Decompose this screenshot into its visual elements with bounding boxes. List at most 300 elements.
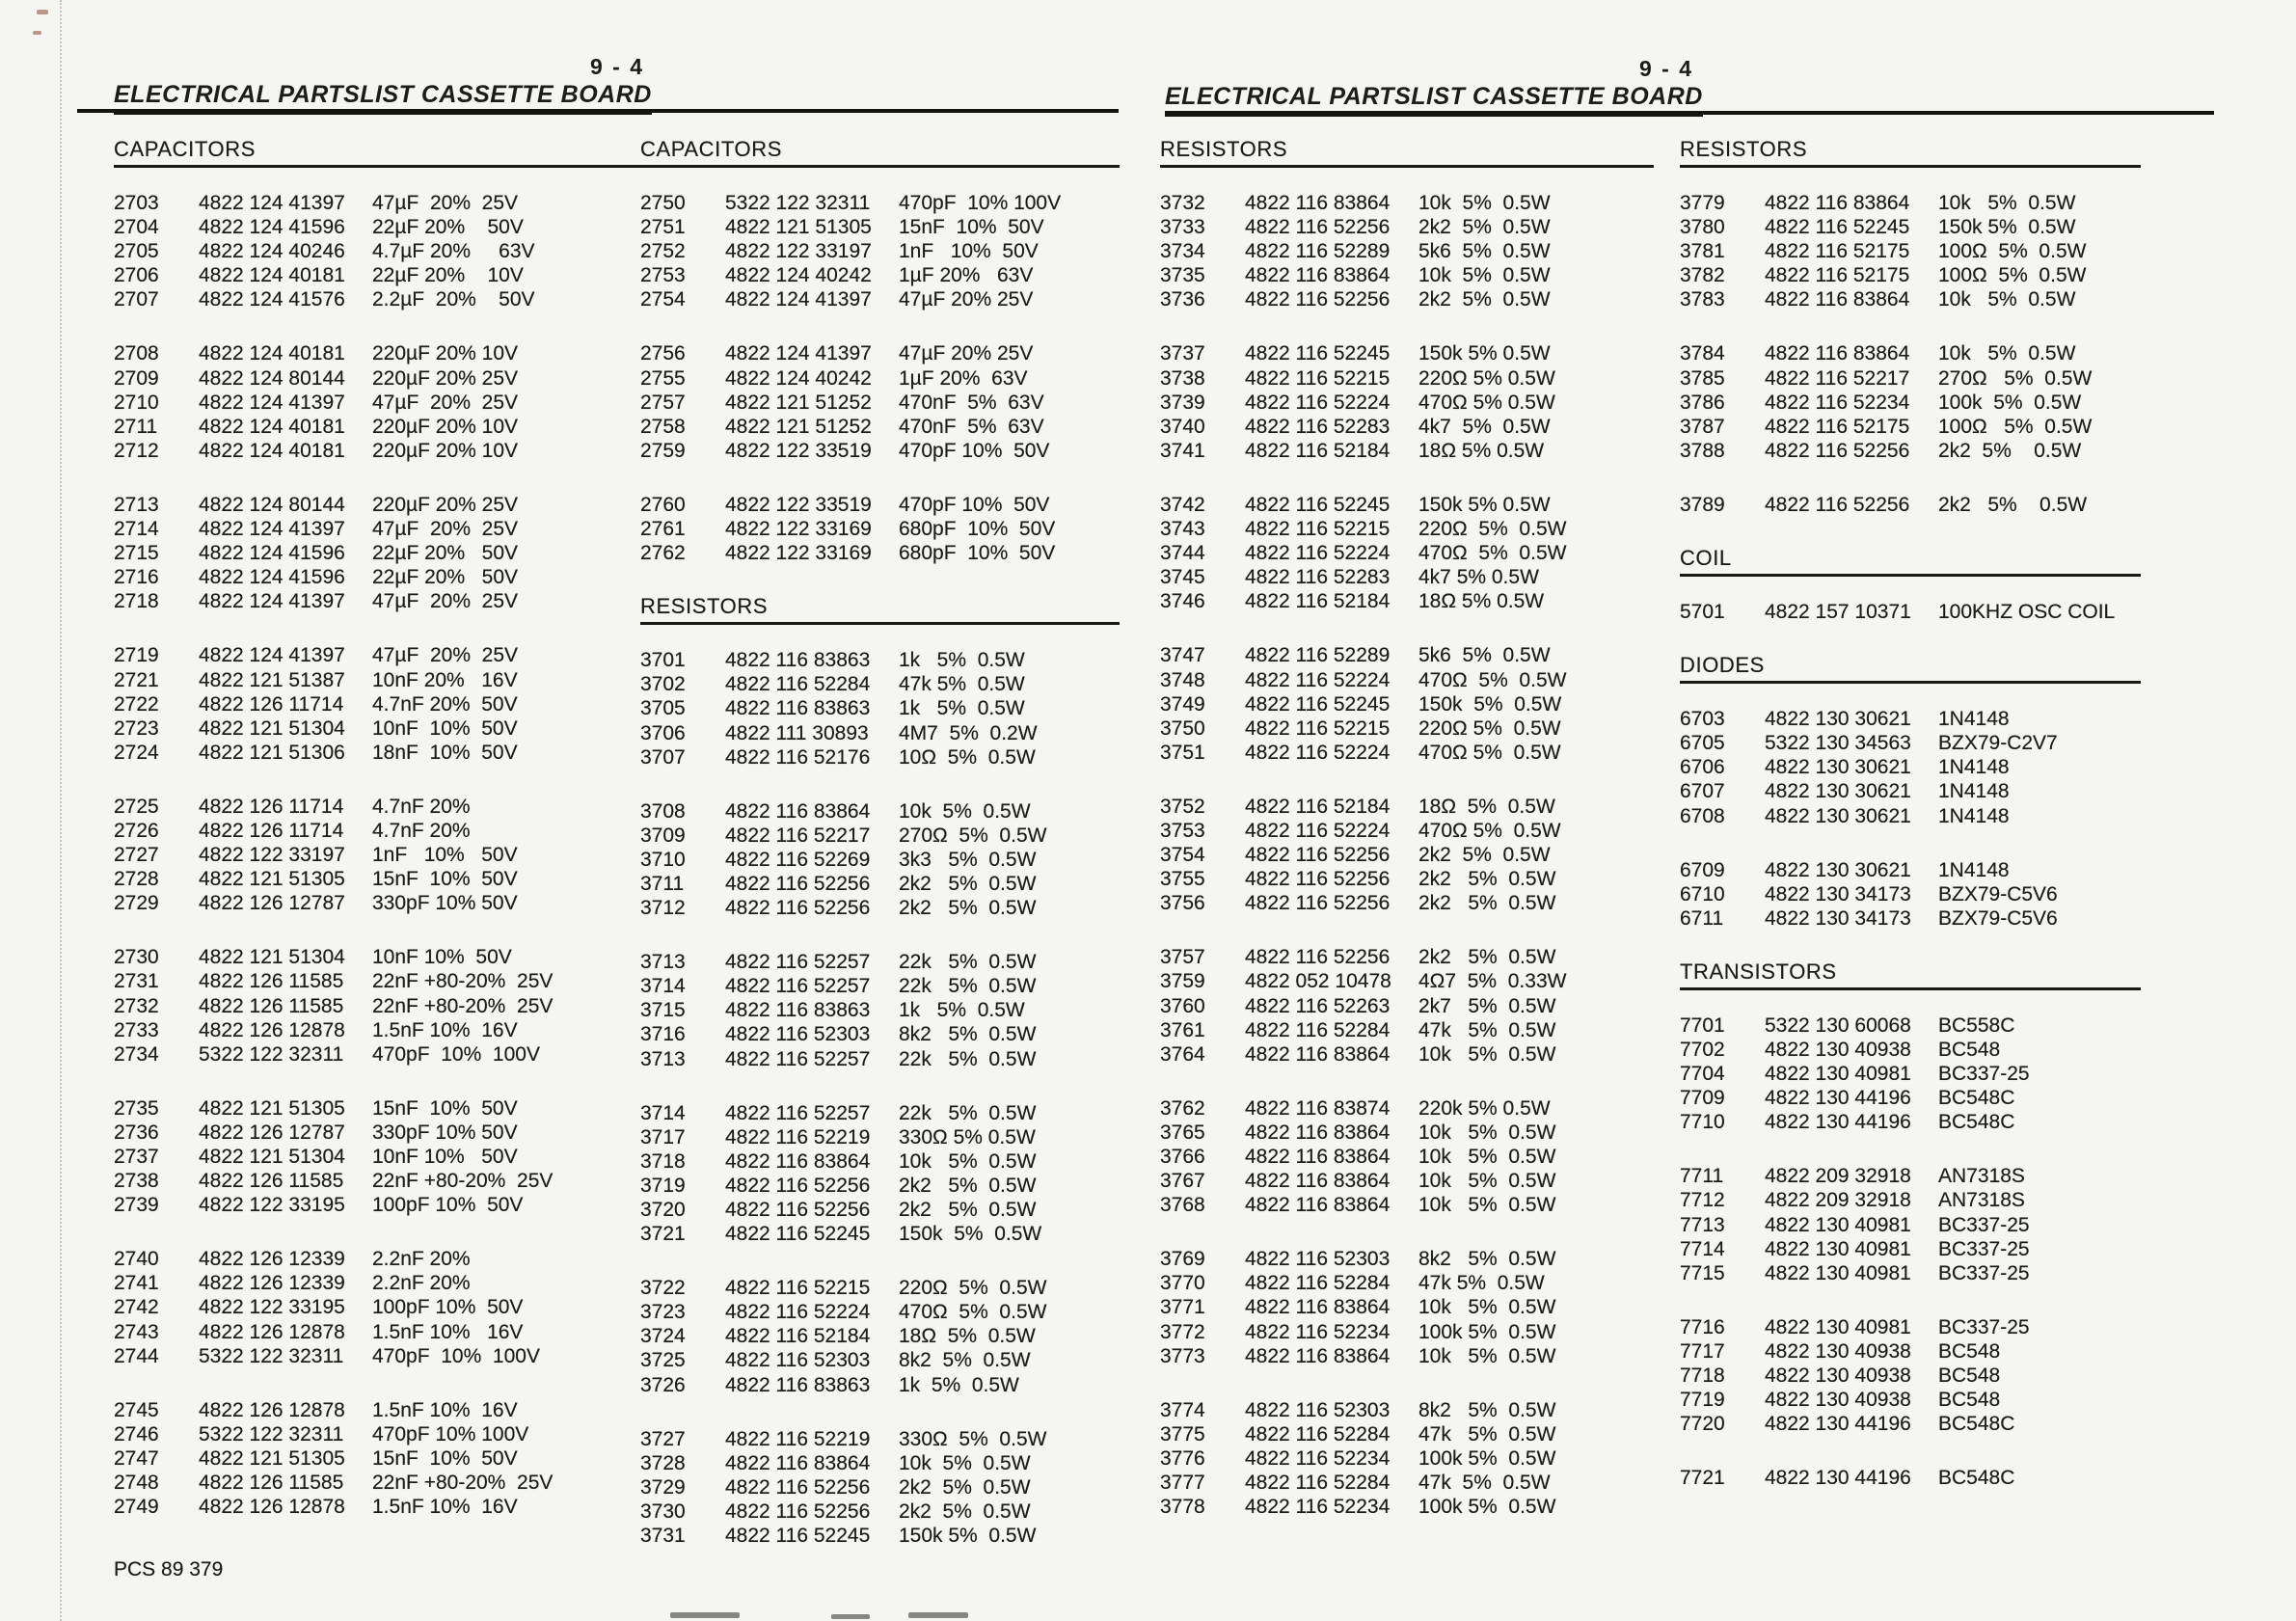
- part-value: 1N4148: [1938, 780, 2010, 803]
- part-value: 100pF 10% 50V: [372, 1194, 524, 1217]
- part-ref: 3739: [1160, 391, 1205, 414]
- part-ref: 6706: [1680, 756, 1725, 779]
- part-code: 4822 116 83864: [1245, 1121, 1391, 1144]
- part-row: [114, 843, 625, 867]
- part-value: 4.7nF 20%: [372, 795, 471, 818]
- part-row: [114, 1121, 625, 1145]
- part-ref: 3774: [1160, 1398, 1205, 1421]
- part-ref: 2719: [114, 644, 159, 667]
- part-value: 15nF 10% 50V: [372, 1096, 518, 1120]
- part-row: [114, 287, 625, 311]
- part-value: 4k7 5% 0.5W: [1418, 415, 1551, 438]
- part-code: 4822 130 30621: [1765, 708, 1911, 731]
- part-ref: 2716: [114, 566, 159, 589]
- parts-group: [640, 191, 1132, 311]
- section-rule: [1680, 681, 2141, 684]
- parts-group: [114, 191, 625, 311]
- part-ref: 2711: [114, 415, 158, 438]
- part-ref: 3768: [1160, 1194, 1205, 1217]
- part-value: BC548C: [1938, 1413, 2015, 1436]
- part-value: 270Ω 5% 0.5W: [1938, 366, 2093, 390]
- part-ref: 6710: [1680, 882, 1725, 905]
- part-code: 4822 122 33197: [725, 240, 872, 263]
- part-row: [1680, 1086, 2181, 1110]
- part-ref: 3742: [1160, 493, 1205, 516]
- part-code: 4822 116 52234: [1245, 1446, 1391, 1470]
- part-code: 4822 121 51304: [199, 716, 345, 740]
- part-row: [1680, 1466, 2181, 1490]
- part-code: 4822 116 52284: [1245, 1472, 1391, 1495]
- part-code: 4822 116 52234: [1245, 1320, 1391, 1343]
- part-value: 1k 5% 0.5W: [899, 649, 1025, 672]
- part-code: 4822 116 52269: [725, 848, 871, 871]
- page-number-right: 9 - 4: [1639, 56, 1694, 81]
- part-value: BC337-25: [1938, 1237, 2030, 1260]
- part-code: 4822 116 83864: [1245, 1042, 1391, 1066]
- part-row: [1680, 1110, 2181, 1134]
- part-ref: 3782: [1680, 264, 1725, 287]
- part-code: 4822 130 44196: [1765, 1111, 1911, 1134]
- part-value: 22nF +80-20% 25V: [372, 994, 554, 1017]
- part-code: 4822 130 44196: [1765, 1467, 1911, 1490]
- part-value: 220µF 20% 10V: [372, 439, 519, 462]
- part-row: [1160, 716, 1652, 741]
- part-code: 4822 126 12878: [199, 1398, 345, 1421]
- part-code: 4822 124 40181: [199, 342, 345, 365]
- part-code: 4822 116 52257: [725, 951, 871, 974]
- part-code: 4822 116 83863: [725, 1373, 871, 1396]
- part-code: 4822 116 52176: [725, 745, 871, 769]
- section-rule: [640, 165, 1120, 168]
- part-code: 4822 124 41596: [199, 542, 345, 565]
- part-ref: 3745: [1160, 566, 1205, 589]
- part-code: 4822 209 32918: [1765, 1189, 1911, 1212]
- part-ref: 2756: [640, 342, 686, 365]
- part-row: [1680, 1315, 2181, 1339]
- part-row: [640, 1022, 1132, 1046]
- part-value: BZX79-C5V6: [1938, 882, 2058, 905]
- part-code: 4822 126 11714: [199, 795, 344, 818]
- part-value: 1k 5% 0.5W: [899, 1373, 1019, 1396]
- part-row: [114, 867, 625, 891]
- part-value: 10k 5% 0.5W: [1418, 1296, 1556, 1319]
- section-rule: [1160, 165, 1654, 168]
- page-number-left: 9 - 4: [590, 54, 645, 79]
- part-row: [1160, 969, 1652, 993]
- parts-group: [1680, 1466, 2181, 1490]
- part-ref: 2738: [114, 1170, 159, 1193]
- part-value: 2k7 5% 0.5W: [1418, 994, 1556, 1017]
- part-code: 4822 126 11585: [199, 994, 344, 1017]
- part-value: 10k 5% 0.5W: [1418, 192, 1551, 214]
- part-ref: 6709: [1680, 858, 1725, 881]
- part-ref: 6705: [1680, 732, 1725, 755]
- part-row: [114, 391, 625, 415]
- part-code: 4822 124 41397: [199, 590, 345, 613]
- part-row: [1160, 1495, 1652, 1519]
- part-ref: 3773: [1160, 1344, 1205, 1367]
- part-code: 4822 130 40981: [1765, 1315, 1911, 1338]
- part-code: 5322 122 32311: [199, 1042, 344, 1066]
- part-ref: 2708: [114, 342, 159, 365]
- column-3: [1160, 138, 1652, 1549]
- part-value: 1N4148: [1938, 804, 2010, 827]
- part-value: 47µF 20% 25V: [372, 192, 519, 214]
- part-ref: 7704: [1680, 1063, 1725, 1086]
- part-row: [114, 1271, 625, 1295]
- part-code: 4822 130 34173: [1765, 882, 1911, 905]
- part-code: 5322 122 32311: [199, 1422, 344, 1445]
- part-code: 4822 121 51252: [725, 415, 872, 438]
- part-row: [114, 439, 625, 463]
- part-value: 100k 5% 0.5W: [1418, 1320, 1556, 1343]
- part-value: 150k 5% 0.5W: [1418, 493, 1551, 516]
- part-value: 47k 5% 0.5W: [1418, 1272, 1545, 1295]
- part-row: [1160, 565, 1652, 589]
- part-value: 47k 5% 0.5W: [1418, 1472, 1551, 1495]
- part-code: 4822 130 30621: [1765, 858, 1911, 881]
- part-value: 470Ω 5% 0.5W: [1418, 819, 1561, 842]
- part-value: 47µF 20% 25V: [372, 644, 519, 667]
- part-code: 4822 126 12787: [199, 1121, 345, 1144]
- part-code: 4822 116 83864: [1245, 192, 1391, 214]
- part-row: [1680, 287, 2181, 311]
- column-1: [114, 138, 625, 1549]
- part-value: 470Ω 5% 0.5W: [899, 1301, 1047, 1324]
- scan-artifact: [831, 1614, 870, 1619]
- part-row: [640, 896, 1132, 920]
- part-ref: 2718: [114, 590, 159, 613]
- part-code: 4822 121 51305: [725, 216, 872, 239]
- part-row: [1680, 1062, 2181, 1086]
- part-row: [1160, 1271, 1652, 1295]
- part-ref: 3717: [640, 1125, 686, 1148]
- parts-group: [1680, 707, 2181, 827]
- parts-group: [640, 950, 1132, 1070]
- part-ref: 2740: [114, 1248, 159, 1271]
- part-value: 470pF 10% 100V: [372, 1344, 540, 1367]
- part-row: [114, 341, 625, 365]
- section-rule: [114, 165, 731, 168]
- part-row: [114, 741, 625, 765]
- part-value: 470nF 5% 63V: [899, 415, 1044, 438]
- part-code: 4822 116 52217: [725, 824, 871, 847]
- part-code: 4822 116 83864: [1765, 192, 1910, 214]
- part-row: [1160, 1193, 1652, 1217]
- part-value: 18Ω 5% 0.5W: [899, 1325, 1036, 1348]
- part-ref: 3755: [1160, 868, 1205, 891]
- part-ref: 6703: [1680, 708, 1725, 731]
- part-ref: 2709: [114, 366, 159, 390]
- section-rule: [1680, 987, 2141, 990]
- part-code: 4822 116 52289: [1245, 644, 1391, 667]
- part-value: 220µF 20% 25V: [372, 493, 519, 516]
- part-code: 4822 126 11585: [199, 1472, 344, 1495]
- parts-group: [1160, 945, 1652, 1066]
- part-ref: 3761: [1160, 1018, 1205, 1041]
- part-code: 4822 116 83864: [1245, 264, 1391, 287]
- part-ref: 2742: [114, 1296, 159, 1319]
- part-row: [1160, 391, 1652, 415]
- part-row: [114, 1018, 625, 1042]
- part-ref: 3771: [1160, 1296, 1205, 1319]
- part-code: 4822 124 80144: [199, 493, 345, 516]
- part-value: 2k2 5% 0.5W: [1418, 946, 1556, 969]
- part-value: 150k 5% 0.5W: [1418, 342, 1551, 365]
- part-ref: 3781: [1680, 240, 1725, 263]
- part-ref: 3711: [640, 872, 685, 895]
- part-value: 18Ω 5% 0.5W: [1418, 795, 1555, 818]
- scan-artifact: [670, 1612, 740, 1618]
- part-row: [114, 541, 625, 565]
- part-ref: 7720: [1680, 1413, 1725, 1436]
- part-code: 4822 116 83874: [1245, 1096, 1391, 1120]
- part-value: 2k2 5% 0.5W: [1418, 288, 1551, 311]
- part-row: [114, 1495, 625, 1519]
- part-ref: 2736: [114, 1121, 159, 1144]
- part-code: 5322 130 34563: [1765, 732, 1911, 755]
- part-row: [1160, 1121, 1652, 1145]
- part-row: [1160, 795, 1652, 819]
- part-ref: 3724: [640, 1325, 686, 1348]
- part-value: 330pF 10% 50V: [372, 1121, 518, 1144]
- parts-group: [114, 795, 625, 915]
- part-row: [114, 1320, 625, 1344]
- part-code: 4822 124 41397: [199, 192, 345, 214]
- part-ref: 3734: [1160, 240, 1205, 263]
- part-code: 4822 116 52256: [1245, 868, 1391, 891]
- parts-group: [114, 1247, 625, 1367]
- part-code: 4822 116 52219: [725, 1427, 871, 1450]
- parts-group: [1680, 1164, 2181, 1284]
- part-row: [1160, 643, 1652, 667]
- part-row: [1160, 1446, 1652, 1471]
- part-code: 4822 124 41397: [725, 288, 872, 311]
- part-row: [114, 891, 625, 915]
- part-row: [1160, 1018, 1652, 1042]
- part-row: [1160, 415, 1652, 439]
- part-code: 4822 116 83864: [1245, 1194, 1391, 1217]
- part-code: 4822 116 52257: [725, 975, 871, 998]
- part-code: 4822 116 52184: [725, 1325, 871, 1348]
- part-value: BZX79-C2V7: [1938, 732, 2058, 755]
- part-code: 4822 116 52245: [1765, 216, 1910, 239]
- part-row: [1680, 341, 2181, 365]
- part-code: 4822 116 52234: [1765, 391, 1910, 414]
- part-row: [114, 1422, 625, 1446]
- part-value: 1.5nF 10% 16V: [372, 1496, 518, 1519]
- part-value: 1µF 20% 63V: [899, 366, 1028, 390]
- part-value: 10nF 10% 50V: [372, 1146, 518, 1168]
- part-value: 2k2 5% 0.5W: [1418, 844, 1551, 867]
- part-row: [1160, 1344, 1652, 1368]
- part-value: 1k 5% 0.5W: [899, 697, 1025, 720]
- section-title: TRANSISTORS: [1680, 959, 1837, 984]
- section-title: DIODES: [1680, 653, 1765, 678]
- part-value: 22k 5% 0.5W: [899, 975, 1037, 998]
- part-ref: 2712: [114, 439, 159, 462]
- part-ref: 3759: [1160, 970, 1205, 993]
- part-row: [1680, 1213, 2181, 1237]
- part-row: [114, 1169, 625, 1193]
- part-row: [1160, 215, 1652, 239]
- part-value: BC548: [1938, 1339, 2001, 1363]
- part-value: 2k2 5% 0.5W: [1938, 439, 2082, 462]
- part-ref: 3765: [1160, 1121, 1205, 1144]
- part-ref: 3721: [640, 1223, 686, 1246]
- part-value: 10k 5% 0.5W: [1938, 192, 2076, 214]
- part-row: [114, 589, 625, 613]
- part-ref: 7714: [1680, 1237, 1725, 1260]
- part-code: 4822 116 52224: [1245, 391, 1391, 414]
- part-value: 8k2 5% 0.5W: [899, 1023, 1037, 1046]
- part-value: BC548: [1938, 1389, 2001, 1412]
- part-ref: 7721: [1680, 1467, 1725, 1490]
- part-code: 4822 116 52256: [1765, 493, 1910, 516]
- part-ref: 3738: [1160, 366, 1205, 390]
- part-ref: 5701: [1680, 601, 1725, 624]
- part-code: 4822 116 52303: [725, 1349, 871, 1372]
- part-ref: 3757: [1160, 946, 1205, 969]
- part-ref: 2752: [640, 240, 686, 263]
- part-row: [640, 391, 1132, 415]
- part-row: [640, 721, 1132, 745]
- part-value: 2k2 5% 0.5W: [899, 1475, 1031, 1499]
- part-row: [640, 1198, 1132, 1222]
- part-row: [1160, 589, 1652, 613]
- part-row: [1160, 668, 1652, 692]
- document-title-left: ELECTRICAL PARTSLIST CASSETTE BOARD: [114, 81, 652, 115]
- part-ref: 3777: [1160, 1472, 1205, 1495]
- part-code: 4822 122 33519: [725, 493, 872, 516]
- part-ref: 6707: [1680, 780, 1725, 803]
- part-ref: 6708: [1680, 804, 1725, 827]
- part-code: 4822 116 83864: [1765, 342, 1910, 365]
- section-title: RESISTORS: [1680, 137, 1808, 161]
- part-value: BC548C: [1938, 1111, 2015, 1134]
- part-row: [640, 191, 1132, 215]
- part-ref: 2730: [114, 946, 159, 969]
- part-row: [640, 998, 1132, 1022]
- part-ref: 2728: [114, 868, 159, 891]
- part-row: [1680, 1388, 2181, 1412]
- part-value: 10k 5% 0.5W: [1418, 1194, 1556, 1217]
- part-code: 4822 121 51304: [199, 946, 345, 969]
- part-row: [1680, 415, 2181, 439]
- part-value: 10k 5% 0.5W: [899, 799, 1031, 823]
- part-ref: 2733: [114, 1018, 159, 1041]
- part-value: 4k7 5% 0.5W: [1418, 566, 1539, 589]
- part-value: 1k 5% 0.5W: [899, 999, 1025, 1022]
- part-ref: 2737: [114, 1146, 159, 1168]
- part-ref: 2703: [114, 192, 159, 214]
- part-code: 4822 116 52245: [1245, 493, 1391, 516]
- part-ref: 7717: [1680, 1339, 1725, 1363]
- part-ref: 2754: [640, 288, 686, 311]
- part-row: [1160, 1169, 1652, 1193]
- part-ref: 3780: [1680, 216, 1725, 239]
- part-code: 4822 209 32918: [1765, 1165, 1911, 1188]
- part-code: 4822 124 41596: [199, 216, 345, 239]
- document-title-right: ELECTRICAL PARTSLIST CASSETTE BOARD: [1165, 83, 1703, 117]
- part-ref: 2707: [114, 288, 159, 311]
- part-row: [640, 263, 1132, 287]
- part-code: 4822 116 52256: [725, 1475, 871, 1499]
- parts-group: [1160, 341, 1652, 462]
- part-ref: 3723: [640, 1301, 686, 1324]
- part-code: 4822 116 52256: [725, 872, 871, 895]
- part-row: [640, 439, 1132, 463]
- part-code: 4822 116 52217: [1765, 366, 1910, 390]
- part-ref: 7709: [1680, 1087, 1725, 1110]
- part-value: 18nF 10% 50V: [372, 741, 518, 764]
- part-ref: 2705: [114, 240, 159, 263]
- part-ref: 2729: [114, 892, 159, 915]
- part-row: [114, 191, 625, 215]
- part-code: 4822 130 40938: [1765, 1339, 1911, 1363]
- part-row: [640, 696, 1132, 720]
- parts-group: [1680, 858, 2181, 931]
- part-row: [114, 517, 625, 541]
- part-value: 2k2 5% 0.5W: [899, 1499, 1031, 1523]
- part-code: 4822 116 52303: [1245, 1248, 1391, 1271]
- part-code: 4822 124 41397: [199, 391, 345, 414]
- part-value: 150k 5% 0.5W: [899, 1223, 1042, 1246]
- part-code: 4822 126 11585: [199, 970, 344, 993]
- part-value: 330Ω 5% 0.5W: [899, 1427, 1047, 1450]
- part-row: [1680, 391, 2181, 415]
- part-row: [114, 1096, 625, 1121]
- part-ref: 7701: [1680, 1013, 1725, 1037]
- part-value: 10k 5% 0.5W: [899, 1149, 1037, 1173]
- part-ref: 3740: [1160, 415, 1205, 438]
- title-rule-left: [77, 109, 1119, 113]
- part-code: 4822 116 52283: [1245, 566, 1391, 589]
- part-value: 22µF 20% 50V: [372, 566, 519, 589]
- part-ref: 3762: [1160, 1096, 1205, 1120]
- part-ref: 3730: [640, 1499, 686, 1523]
- parts-group: [1160, 1247, 1652, 1367]
- part-row: [1680, 707, 2181, 731]
- part-row: [1160, 1042, 1652, 1067]
- part-row: [114, 795, 625, 819]
- column-4: [1680, 138, 2181, 1520]
- part-row: [640, 1427, 1132, 1451]
- part-value: 8k2 5% 0.5W: [1418, 1248, 1556, 1271]
- part-value: 1N4148: [1938, 708, 2010, 731]
- part-code: 4822 121 51387: [199, 668, 345, 691]
- part-value: 4.7nF 20% 50V: [372, 692, 518, 716]
- part-code: 4822 124 40181: [199, 415, 345, 438]
- part-value: BC337-25: [1938, 1213, 2030, 1236]
- part-row: [640, 287, 1132, 311]
- part-ref: 3743: [1160, 518, 1205, 541]
- part-value: 2k2 5% 0.5W: [1418, 216, 1551, 239]
- part-code: 4822 116 52245: [1245, 342, 1391, 365]
- part-row: [114, 493, 625, 517]
- part-ref: 2743: [114, 1320, 159, 1343]
- part-value: 2k2 5% 0.5W: [899, 1199, 1037, 1221]
- part-value: BZX79-C5V6: [1938, 906, 2058, 930]
- part-ref: 3756: [1160, 892, 1205, 915]
- part-row: [640, 799, 1132, 824]
- section-header: [1680, 960, 2181, 990]
- part-code: 4822 121 51305: [199, 1446, 345, 1470]
- part-value: AN7318S: [1938, 1165, 2025, 1188]
- part-code: 4822 116 52284: [1245, 1272, 1391, 1295]
- part-row: [1160, 239, 1652, 263]
- part-code: 4822 124 41397: [199, 644, 345, 667]
